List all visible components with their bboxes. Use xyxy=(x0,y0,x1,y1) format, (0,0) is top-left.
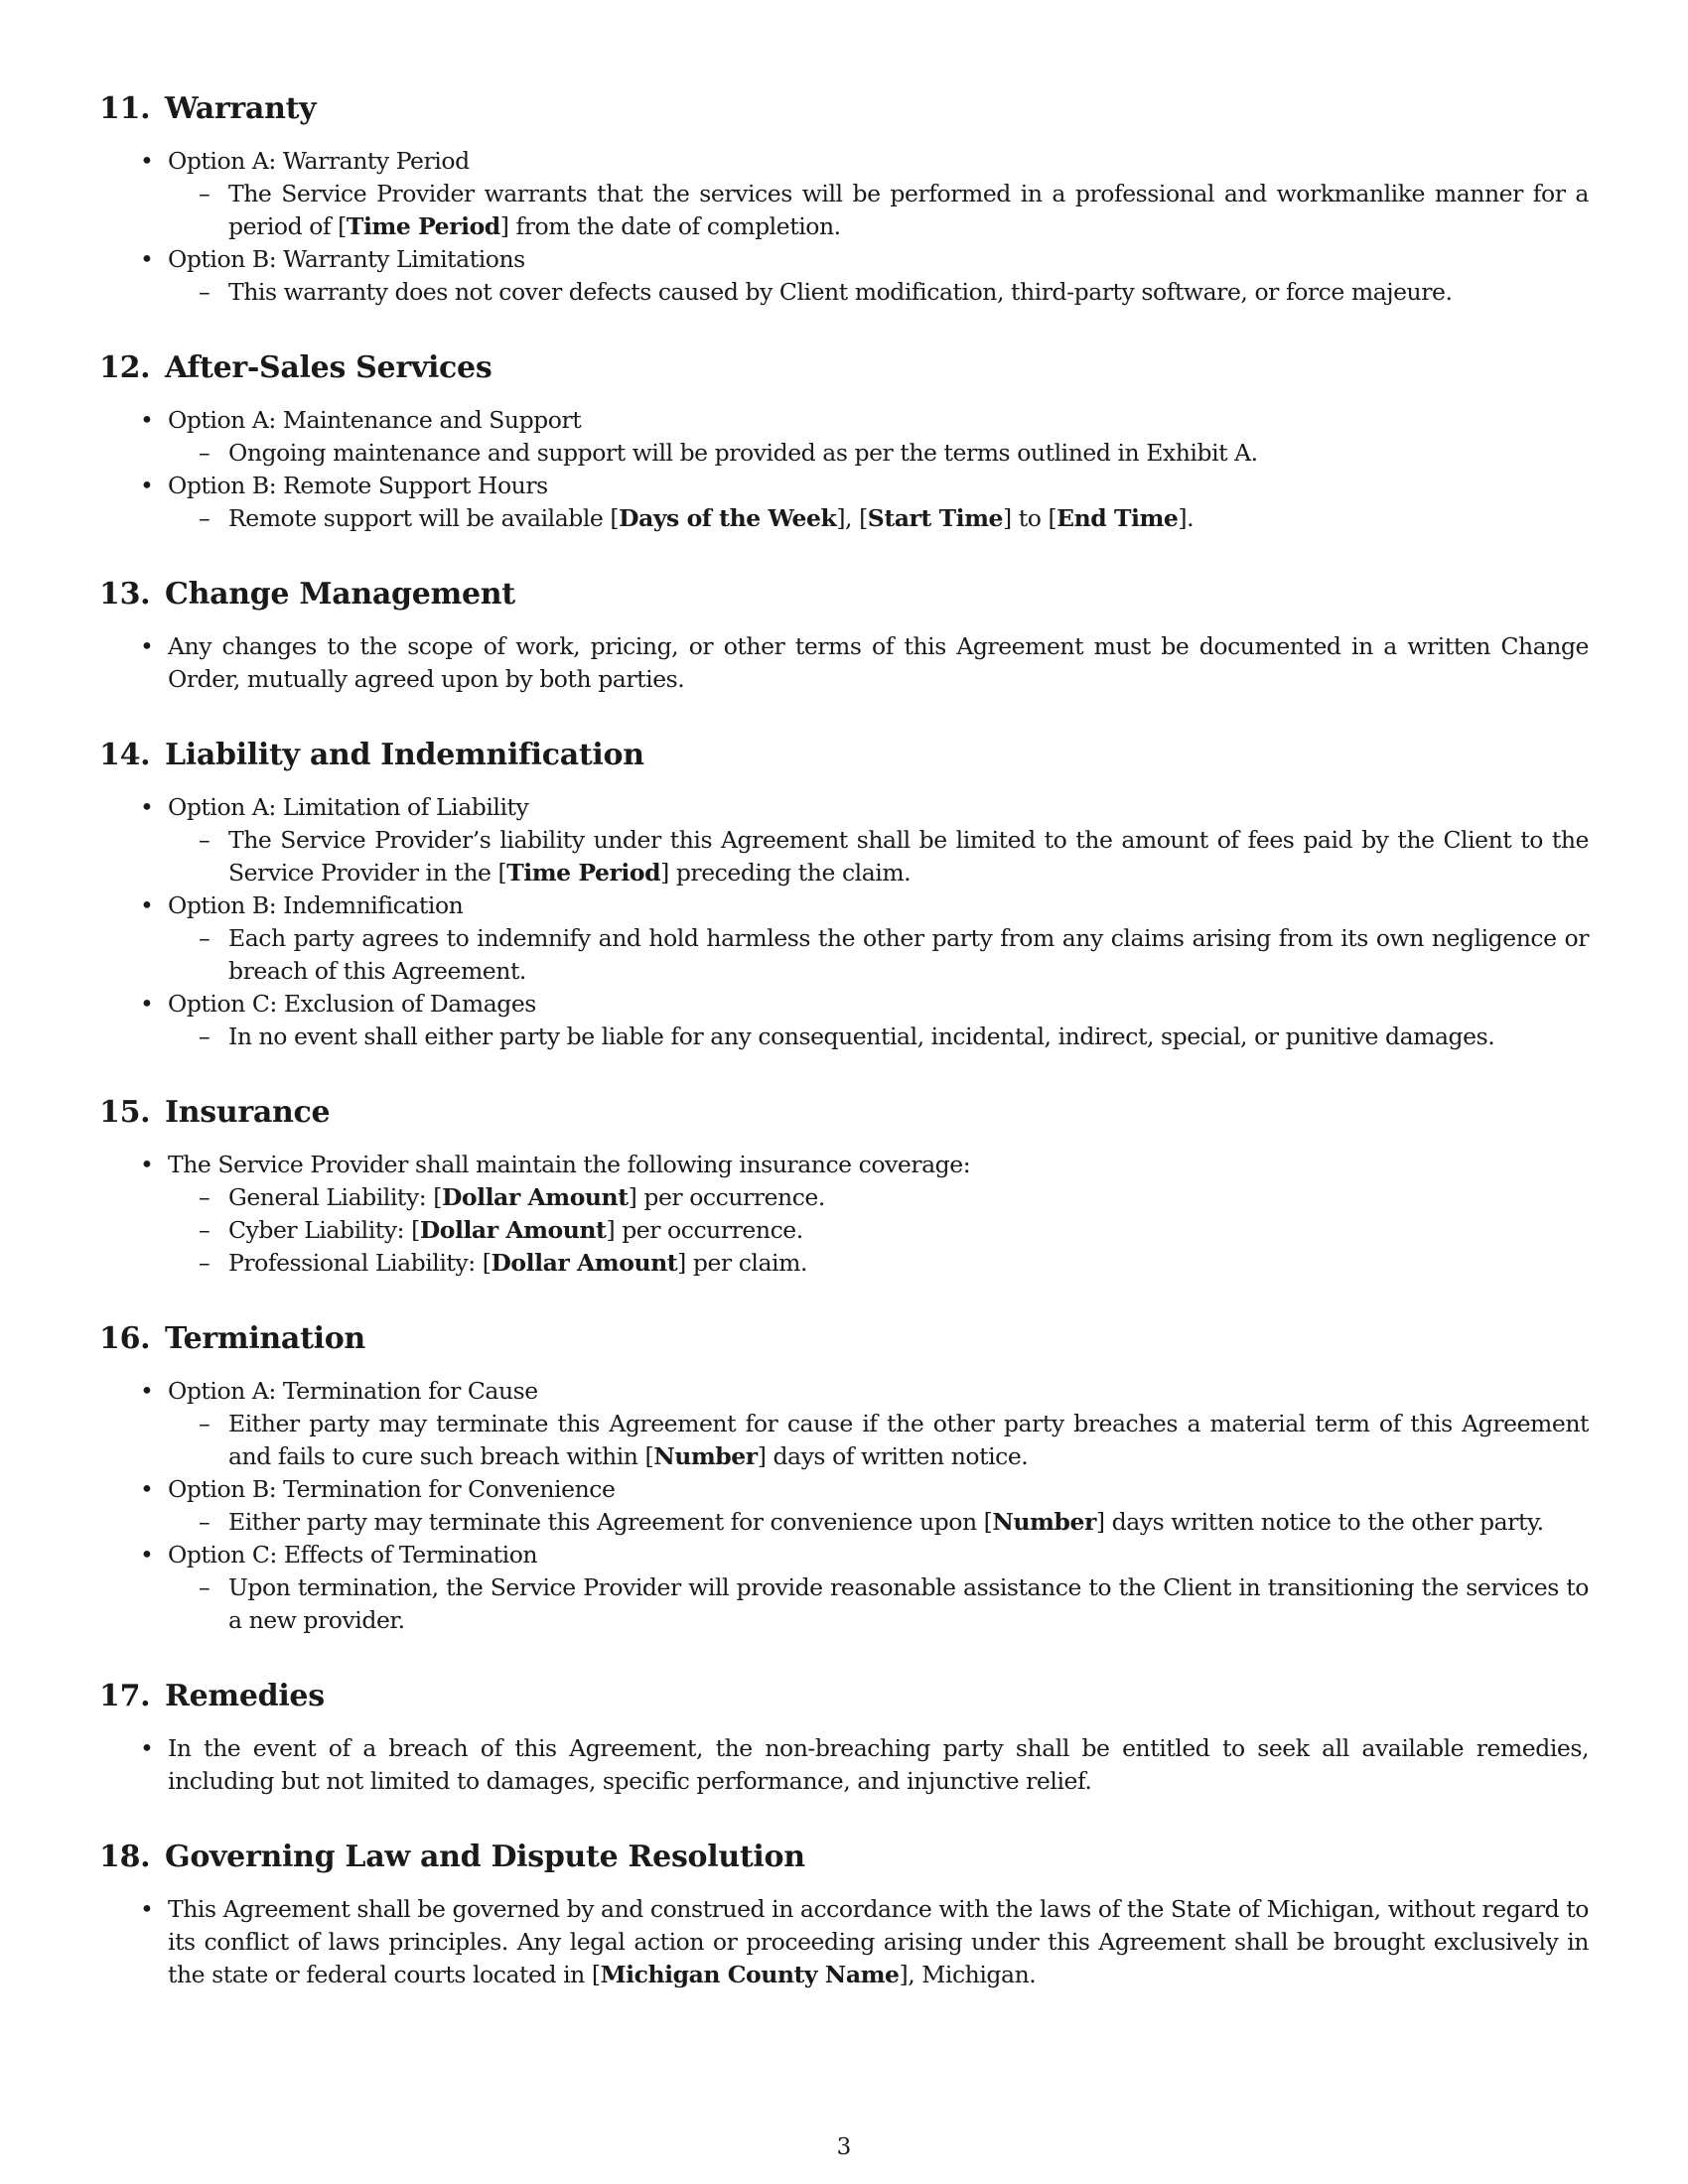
list-item: • Option C: Exclusion of Damages – In no event shall either party be liable for any consequential, incidental, indirect, special, or punitive damages. xyxy=(168,988,1589,1053)
list-subitem: – Each party agrees to indemnify and hold harmless the other party from any claims arising from its own negligence or breach of this Agreement. xyxy=(228,922,1589,988)
section-heading: 15. Insurance xyxy=(99,1095,331,1130)
section-remedies xyxy=(99,1677,1589,1798)
list-item: • Option B: Remote Support Hours – Remote support will be available [Days of the Week], [Start Time] to [End Time]. xyxy=(168,470,1589,535)
section-liability-indemnification xyxy=(99,736,1589,1053)
list-item: • Option A: Maintenance and Support – Ongoing maintenance and support will be provided as per the terms outlined in Exhibit A. xyxy=(168,404,1589,470)
list-item: • Any changes to the scope of work, pricing, or other terms of this Agreement must be documented in a written Change Order, mutually agreed upon by both parties. xyxy=(168,630,1589,696)
list-item: • Option C: Effects of Termination – Upon termination, the Service Provider will provide reasonable assistance to the Client in transitioning the services to a new provider. xyxy=(168,1539,1589,1637)
list-subitem: – Either party may terminate this Agreement for convenience upon [Number] days written notice to the other party. xyxy=(228,1506,1589,1539)
list-subitem: – Either party may terminate this Agreement for cause if the other party breaches a material term of this Agreement and fails to cure such breach within [Number] days of written notice. xyxy=(228,1408,1589,1473)
section-heading: 18. Governing Law and Dispute Resolution xyxy=(99,1840,805,1874)
list-item: • Option B: Termination for Convenience – Either party may terminate this Agreement for convenience upon [Number] days written notice to the other party. xyxy=(168,1473,1589,1539)
list-item: • In the event of a breach of this Agreement, the non-breaching party shall be entitled to seek all available remedies, including but not limited to damages, specific performance, and injunctive relief. xyxy=(168,1732,1589,1798)
section-heading: 13. Change Management xyxy=(99,577,515,612)
page-number: 3 xyxy=(836,2134,852,2160)
section-change-management xyxy=(99,575,1589,696)
list-item: • Option A: Warranty Period – The Service Provider warrants that the services will be performed in a professional and workmanlike manner for a period of [Time Period] from the date of completion. xyxy=(168,145,1589,243)
section-heading: 11. Warranty xyxy=(99,91,317,126)
list-item: • Option A: Termination for Cause – Either party may terminate this Agreement for cause if the other party breaches a material term of this Agreement and fails to cure such breach within [Number] days of written notice. xyxy=(168,1375,1589,1473)
list-subitem: – Upon termination, the Service Provider will provide reasonable assistance to the Client in transitioning the services to a new provider. xyxy=(228,1571,1589,1637)
list-subitem: – General Liability: [Dollar Amount] per occurrence. xyxy=(228,1181,1589,1214)
list-item: • The Service Provider shall maintain the following insurance coverage: – General Liability: [Dollar Amount] per occurrence. – Cyber Liability: [Dollar Amount] per occurrence. – Professional Liability: [Dollar Amount] per claim. xyxy=(168,1149,1589,1280)
section-insurance xyxy=(99,1093,1589,1280)
list-subitem: – In no event shall either party be liable for any consequential, incidental, indirect, special, or punitive damages. xyxy=(228,1021,1589,1053)
list-subitem: – Professional Liability: [Dollar Amount] per claim. xyxy=(228,1247,1589,1280)
section-termination xyxy=(99,1319,1589,1637)
list-subitem: – The Service Provider’s liability under this Agreement shall be limited to the amount of fees paid by the Client to the Service Provider in the [Time Period] preceding the claim. xyxy=(228,824,1589,889)
list-item: • Option A: Limitation of Liability – The Service Provider’s liability under this Agreement shall be limited to the amount of fees paid by the Client to the Service Provider in the [Time Period] preceding the claim. xyxy=(168,791,1589,889)
section-heading: 12. After-Sales Services xyxy=(99,350,492,385)
section-heading: 14. Liability and Indemnification xyxy=(99,738,644,772)
list-subitem: – Cyber Liability: [Dollar Amount] per occurrence. xyxy=(228,1214,1589,1247)
list-item: • Option B: Indemnification – Each party agrees to indemnify and hold harmless the other party from any claims arising from its own negligence or breach of this Agreement. xyxy=(168,889,1589,988)
section-heading: 17. Remedies xyxy=(99,1679,325,1713)
list-item: • This Agreement shall be governed by and construed in accordance with the laws of the State of Michigan, without regard to its conflict of laws principles. Any legal action or proceeding arising under this Agreement shall be brought exclusively in the state or federal courts located in [Michigan County Name], Michigan. xyxy=(168,1893,1589,1991)
section-heading: 16. Termination xyxy=(99,1321,365,1356)
list-subitem: – The Service Provider warrants that the services will be performed in a professional and workmanlike manner for a period of [Time Period] from the date of completion. xyxy=(228,178,1589,243)
list-item: • Option B: Warranty Limitations – This warranty does not cover defects caused by Client modification, third-party software, or force majeure. xyxy=(168,243,1589,309)
section-after-sales-services xyxy=(99,348,1589,535)
list-subitem: – This warranty does not cover defects caused by Client modification, third-party software, or force majeure. xyxy=(228,276,1589,309)
section-warranty xyxy=(99,89,1589,309)
section-governing-law xyxy=(99,1838,1589,1991)
list-subitem: – Ongoing maintenance and support will be provided as per the terms outlined in Exhibit A. xyxy=(228,437,1589,470)
document-page xyxy=(99,89,1589,2031)
list-subitem: – Remote support will be available [Days of the Week], [Start Time] to [End Time]. xyxy=(228,502,1589,535)
